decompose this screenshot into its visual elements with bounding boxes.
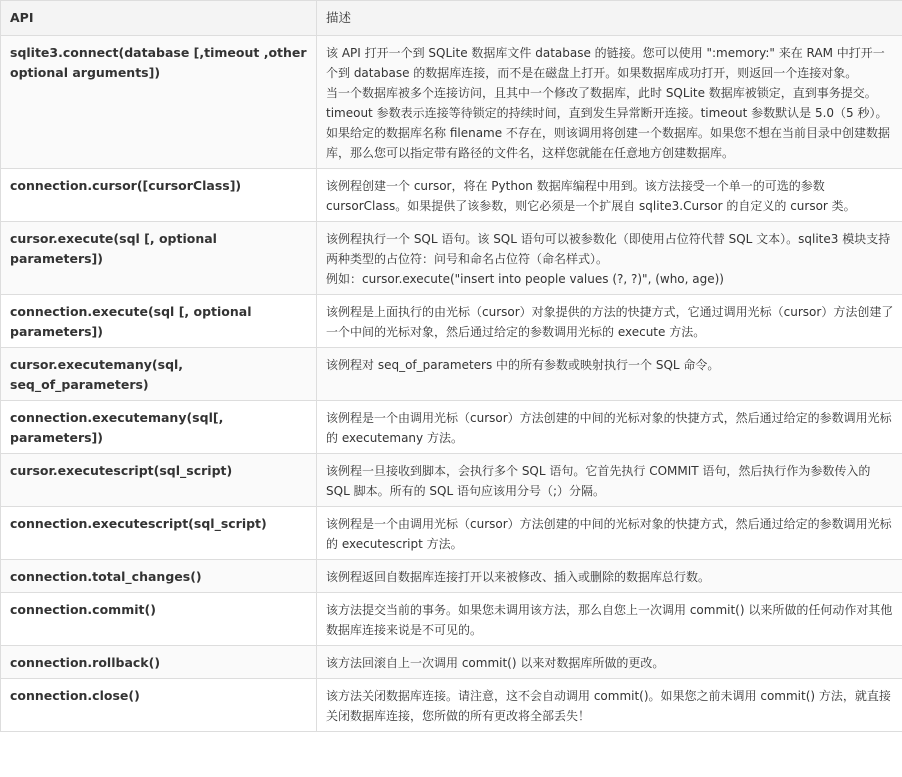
description-paragraph: 该方法关闭数据库连接。请注意，这不会自动调用 commit()。如果您之前未调用 commit() 方法，就直接关闭数据库连接，您所做的所有更改将全部丢失！ xyxy=(326,689,891,723)
table-row xyxy=(1,401,902,454)
description-paragraph: 该例程返回自数据库连接打开以来被修改、插入或删除的数据库总行数。 xyxy=(326,570,711,584)
table-row xyxy=(1,169,902,222)
table-row xyxy=(1,454,902,507)
api-name-cell: cursor.executemany(sql, seq_of_parameters) xyxy=(1,348,317,401)
api-name-cell: connection.execute(sql [, optional parameters]) xyxy=(1,295,317,348)
description-paragraph: 该方法回滚自上一次调用 commit() 以来对数据库所做的更改。 xyxy=(326,656,665,670)
table-row xyxy=(1,560,902,593)
description-paragraph: 如果给定的数据库名称 filename 不存在，则该调用将创建一个数据库。如果您不想在当前目录中创建数据库，那么您可以指定带有路径的文件名，这样您就能在任意地方创建数据库。 xyxy=(326,126,890,160)
api-name-cell: connection.executemany(sql[, parameters]) xyxy=(1,401,317,454)
description-paragraph: 该例程执行一个 SQL 语句。该 SQL 语句可以被参数化（即使用占位符代替 SQL 文本）。sqlite3 模块支持两种类型的占位符：问号和命名占位符（命名样式）。 xyxy=(326,232,891,266)
api-name-cell: cursor.execute(sql [, optional parameters]) xyxy=(1,222,317,295)
description-paragraph: 该例程是一个由调用光标（cursor）方法创建的中间的光标对象的快捷方式，然后通过给定的参数调用光标的 executemany 方法。 xyxy=(326,411,892,445)
api-description-cell xyxy=(317,507,902,560)
table-row xyxy=(1,646,902,679)
description-paragraph: 该 API 打开一个到 SQLite 数据库文件 database 的链接。您可以使用 ":memory:" 来在 RAM 中打开一个到 database 的数据库连接，而不是在磁盘上打开。如果数据库成功打开，则返回一个连接对象。 xyxy=(326,46,885,80)
description-paragraph: 该例程是上面执行的由光标（cursor）对象提供的方法的快捷方式，它通过调用光标（cursor）方法创建了一个中间的光标对象，然后通过给定的参数调用光标的 execute 方法。 xyxy=(326,305,894,339)
table-header-row xyxy=(1,1,902,36)
description-paragraph: 该例程是一个由调用光标（cursor）方法创建的中间的光标对象的快捷方式，然后通过给定的参数调用光标的 executescript 方法。 xyxy=(326,517,892,551)
table-row xyxy=(1,507,902,560)
table-row xyxy=(1,36,902,169)
api-name-cell: connection.total_changes() xyxy=(1,560,317,593)
api-description-cell xyxy=(317,593,902,646)
api-name-cell: connection.close() xyxy=(1,679,317,732)
api-name-cell: connection.commit() xyxy=(1,593,317,646)
api-description-cell xyxy=(317,295,902,348)
table-row xyxy=(1,295,902,348)
table-body xyxy=(1,36,902,732)
api-name-cell: connection.rollback() xyxy=(1,646,317,679)
table-row xyxy=(1,679,902,732)
api-description-cell xyxy=(317,401,902,454)
column-header-description: 描述 xyxy=(317,1,902,36)
description-paragraph: 该方法提交当前的事务。如果您未调用该方法，那么自您上一次调用 commit() 以来所做的任何动作对其他数据库连接来说是不可见的。 xyxy=(326,603,893,637)
column-header-api: API xyxy=(1,1,317,36)
table-row xyxy=(1,593,902,646)
api-description-cell xyxy=(317,169,902,222)
description-paragraph: 该例程对 seq_of_parameters 中的所有参数或映射执行一个 SQL 命令。 xyxy=(326,358,720,372)
api-description-cell xyxy=(317,679,902,732)
api-description-cell xyxy=(317,348,902,401)
description-paragraph: 该例程创建一个 cursor，将在 Python 数据库编程中用到。该方法接受一个单一的可选的参数 cursorClass。如果提供了该参数，则它必须是一个扩展自 sqlite3.Cursor 的自定义的 cursor 类。 xyxy=(326,179,856,213)
description-paragraph: 例如：cursor.execute("insert into people values (?, ?)", (who, age)) xyxy=(326,272,724,286)
table-row xyxy=(1,348,902,401)
api-description-cell xyxy=(317,36,902,169)
api-description-cell xyxy=(317,222,902,295)
api-description-cell xyxy=(317,646,902,679)
api-name-cell: connection.cursor([cursorClass]) xyxy=(1,169,317,222)
description-paragraph: 该例程一旦接收到脚本，会执行多个 SQL 语句。它首先执行 COMMIT 语句，然后执行作为参数传入的 SQL 脚本。所有的 SQL 语句应该用分号（;）分隔。 xyxy=(326,464,871,498)
api-name-cell: sqlite3.connect(database [,timeout ,other optional arguments]) xyxy=(1,36,317,169)
description-paragraph: 当一个数据库被多个连接访问，且其中一个修改了数据库，此时 SQLite 数据库被锁定，直到事务提交。timeout 参数表示连接等待锁定的持续时间，直到发生异常断开连接。timeout 参数默认是 5.0（5 秒）。 xyxy=(326,86,888,120)
api-name-cell: cursor.executescript(sql_script) xyxy=(1,454,317,507)
api-description-cell xyxy=(317,560,902,593)
api-description-cell xyxy=(317,454,902,507)
api-name-cell: connection.executescript(sql_script) xyxy=(1,507,317,560)
table-row xyxy=(1,222,902,295)
